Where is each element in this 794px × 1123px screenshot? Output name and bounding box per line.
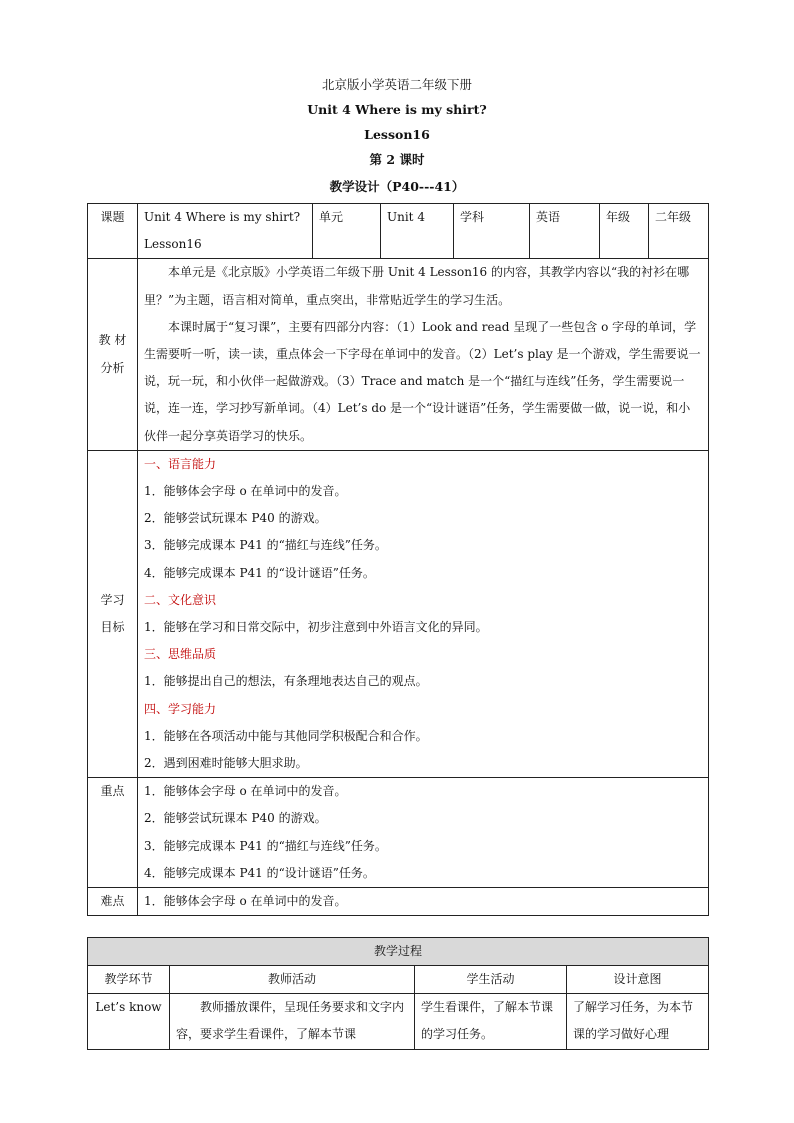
process-header-stage: 教学环节 — [88, 966, 170, 994]
process-teacher-cell: 教师播放课件，呈现任务要求和文字内容，要求学生看课件，了解本节课 — [170, 994, 415, 1050]
objective-item: 4．能够完成课本 P41 的“设计谜语”任务。 — [144, 565, 375, 580]
process-header-teacher: 教师活动 — [170, 966, 415, 994]
process-title: 教学过程 — [88, 938, 709, 966]
analysis-label — [88, 259, 138, 450]
key-point-item: 4．能够完成课本 P41 的“设计谜语”任务。 — [144, 865, 375, 880]
objectives-content — [138, 450, 709, 777]
key-points-content — [138, 778, 709, 888]
analysis-label-line1: 教 材 — [98, 333, 127, 348]
analysis-label-line2: 分析 — [100, 360, 125, 375]
unit-label: 单元 — [313, 204, 381, 259]
subject-label: 学科 — [454, 204, 530, 259]
difficulties-content — [138, 888, 709, 916]
analysis-paragraph-2: 本课时属于“复习课”，主要有四部分内容：（1）Look and read 呈现了一些包含 o 字母的单词，学生需要听一听，读一读，重点体会一下字母在单词中的发音。（2）Let’s play 是一个游戏，学生需要说一说，玩一玩，和小伙伴一起做游戏。（3）Trace and match 是一个“描红与连线”任务，学生需要说一说，连一连，学习抄写新单词。（4）Let’s do 是一个“设计谜语”任务，学生需要做一做，说一说，和小伙伴一起分享英语学习的快乐。 — [144, 319, 701, 443]
process-header-student: 学生活动 — [415, 966, 567, 994]
objective-item: 2．遇到困难时能够大胆求助。 — [144, 756, 308, 771]
process-header-intent: 设计意图 — [567, 966, 709, 994]
topic-label: 课题 — [88, 204, 138, 259]
lesson-info-table — [87, 203, 709, 916]
objective-item: 3．能够完成课本 P41 的“描红与连线”任务。 — [144, 538, 387, 553]
objective-section-title: 一、语言能力 — [144, 456, 217, 471]
key-points-row — [88, 778, 709, 888]
difficulty-item: 1．能够体会字母 o 在单词中的发音。 — [144, 894, 347, 909]
doc-period-title: 第 2 课时 — [369, 152, 425, 167]
grade-label: 年级 — [600, 204, 649, 259]
objectives-label-line2: 目标 — [100, 620, 125, 635]
difficulties-row — [88, 888, 709, 916]
objective-item: 2．能够尝试玩课本 P40 的游戏。 — [144, 511, 327, 526]
process-row — [88, 994, 709, 1050]
objective-item: 1．能够在学习和日常交际中，初步注意到中外语言文化的异同。 — [144, 620, 488, 635]
process-header-row — [88, 966, 709, 994]
objective-section-title: 四、学习能力 — [144, 701, 217, 716]
analysis-content — [138, 259, 709, 450]
topic-value-line1: Unit 4 Where is my shirt? — [144, 210, 301, 224]
objective-item: 1．能够提出自己的想法，有条理地表达自己的观点。 — [144, 674, 428, 689]
teaching-process-table — [87, 937, 709, 1050]
process-stage-cell: Let’s know — [88, 994, 170, 1050]
process-student-cell: 学生看课件，了解本节课的学习任务。 — [415, 994, 567, 1050]
unit-value: Unit 4 — [381, 204, 454, 259]
key-point-item: 2．能够尝试玩课本 P40 的游戏。 — [144, 811, 327, 826]
objectives-row — [88, 450, 709, 777]
objectives-label — [88, 450, 138, 777]
key-point-item: 1．能够体会字母 o 在单词中的发音。 — [144, 784, 347, 799]
process-intent-cell: 了解学习任务，为本节课的学习做好心理 — [567, 994, 709, 1050]
doc-design-title: 教学设计（P40---41） — [329, 179, 465, 194]
objective-section-title: 三、思维品质 — [144, 647, 217, 662]
objective-item: 1．能够在各项活动中能与其他同学积极配合和合作。 — [144, 728, 428, 743]
doc-lesson-title: Lesson16 — [364, 127, 430, 142]
topic-row — [88, 204, 709, 259]
key-point-item: 3．能够完成课本 P41 的“描红与连线”任务。 — [144, 838, 387, 853]
grade-value: 二年级 — [649, 204, 709, 259]
objectives-label-line1: 学习 — [100, 592, 125, 607]
doc-unit-title: Unit 4 Where is my shirt? — [307, 102, 487, 117]
objective-section-title: 二、文化意识 — [144, 592, 217, 607]
difficulties-label: 难点 — [88, 888, 138, 916]
objective-item: 1．能够体会字母 o 在单词中的发音。 — [144, 484, 347, 499]
key-points-label: 重点 — [88, 778, 138, 888]
analysis-paragraph-1: 本单元是《北京版》小学英语二年级下册 Unit 4 Lesson16 的内容，其教学内容以“我的衬衫在哪里？”为主题，语言相对简单，重点突出，非常贴近学生的学习生活。 — [144, 265, 690, 307]
analysis-row — [88, 259, 709, 450]
topic-value — [138, 204, 313, 259]
doc-textbook-title: 北京版小学英语二年级下册 — [321, 77, 472, 92]
topic-value-line2: Lesson16 — [144, 237, 202, 252]
subject-value: 英语 — [530, 204, 600, 259]
process-title-row — [88, 938, 709, 966]
